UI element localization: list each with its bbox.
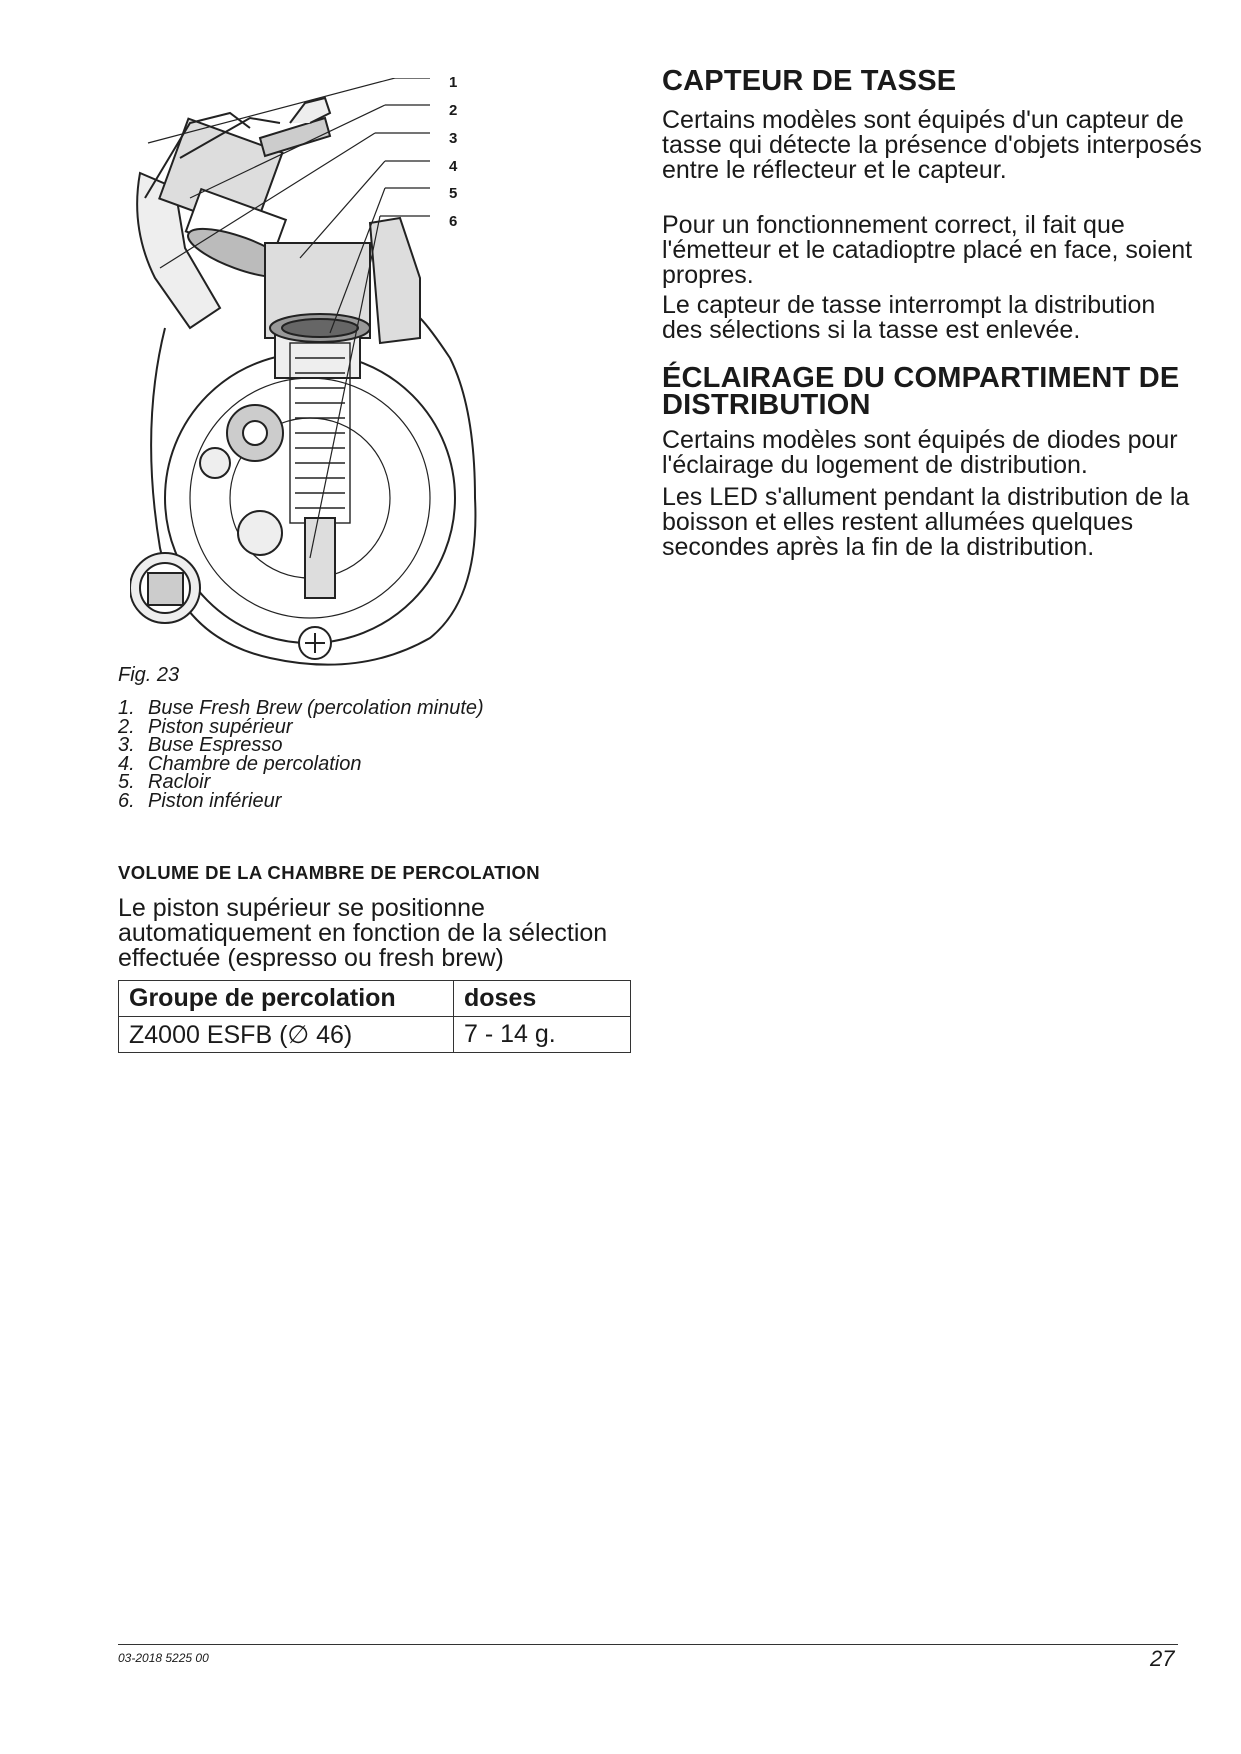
table-header-row — [119, 981, 631, 1017]
legend-item: 1. Buse Fresh Brew (percolation minute) — [118, 697, 484, 719]
table-row — [119, 1017, 631, 1053]
callout-3: 3 — [449, 130, 458, 147]
legend-item: 2. Piston supérieur — [118, 715, 293, 738]
brewer-illustration — [130, 78, 480, 673]
capteur-paragraph-3: Le capteur de tasse interrompt la distribution des sélections si la tasse est enlevée. — [662, 291, 1156, 344]
callout-2: 2 — [449, 102, 458, 119]
legend-item: 3. Buse Espresso — [118, 734, 283, 756]
table-header-doses: doses — [454, 981, 631, 1017]
figure-caption: Fig. 23 — [118, 664, 180, 686]
table-cell-group: Z4000 ESFB (∅ 46) — [119, 1017, 454, 1053]
volume-heading: VOLUME DE LA CHAMBRE DE PERCOLATION — [118, 862, 541, 883]
legend-item: 6. Piston inférieur — [118, 789, 282, 812]
callout-4: 4 — [449, 158, 458, 175]
eclairage-heading: ÉCLAIRAGE DU COMPARTIMENT DE DISTRIBUTION — [662, 362, 1180, 421]
dose-table — [118, 980, 631, 1053]
volume-text: Le piston supérieur se positionne automatiquement en fonction de la sélection effectuée (espresso ou fresh brew) — [118, 894, 608, 972]
page-number: 27 — [1150, 1646, 1175, 1671]
legend-item: 5. Racloir — [118, 771, 211, 793]
capteur-paragraph-1: Certains modèles sont équipés d'un capteur de tasse qui détecte la présence d'objets interposés entre le réflecteur et le capteur. — [662, 106, 1202, 184]
legend-item: 4. Chambre de percolation — [118, 752, 362, 775]
eclairage-paragraph-1: Certains modèles sont équipés de diodes pour l'éclairage du logement de distribution. — [662, 426, 1178, 479]
footer-divider — [118, 1644, 1178, 1645]
eclairage-paragraph-2: Les LED s'allument pendant la distribution de la boisson et elles restent allumées quelques secondes après la fin de la distribution. — [662, 483, 1190, 561]
document-code: 03-2018 5225 00 — [118, 1651, 209, 1665]
callout-1: 1 — [449, 74, 458, 91]
callout-6: 6 — [449, 213, 458, 230]
table-header-group: Groupe de percolation — [119, 981, 454, 1017]
capteur-heading: CAPTEUR DE TASSE — [662, 65, 957, 97]
capteur-paragraph-2: Pour un fonctionnement correct, il fait que l'émetteur et le catadioptre placé en face, soient propres. — [662, 211, 1193, 289]
table-cell-doses: 7 - 14 g. — [454, 1017, 631, 1053]
callout-5: 5 — [449, 185, 458, 202]
figure-legend — [118, 699, 484, 810]
